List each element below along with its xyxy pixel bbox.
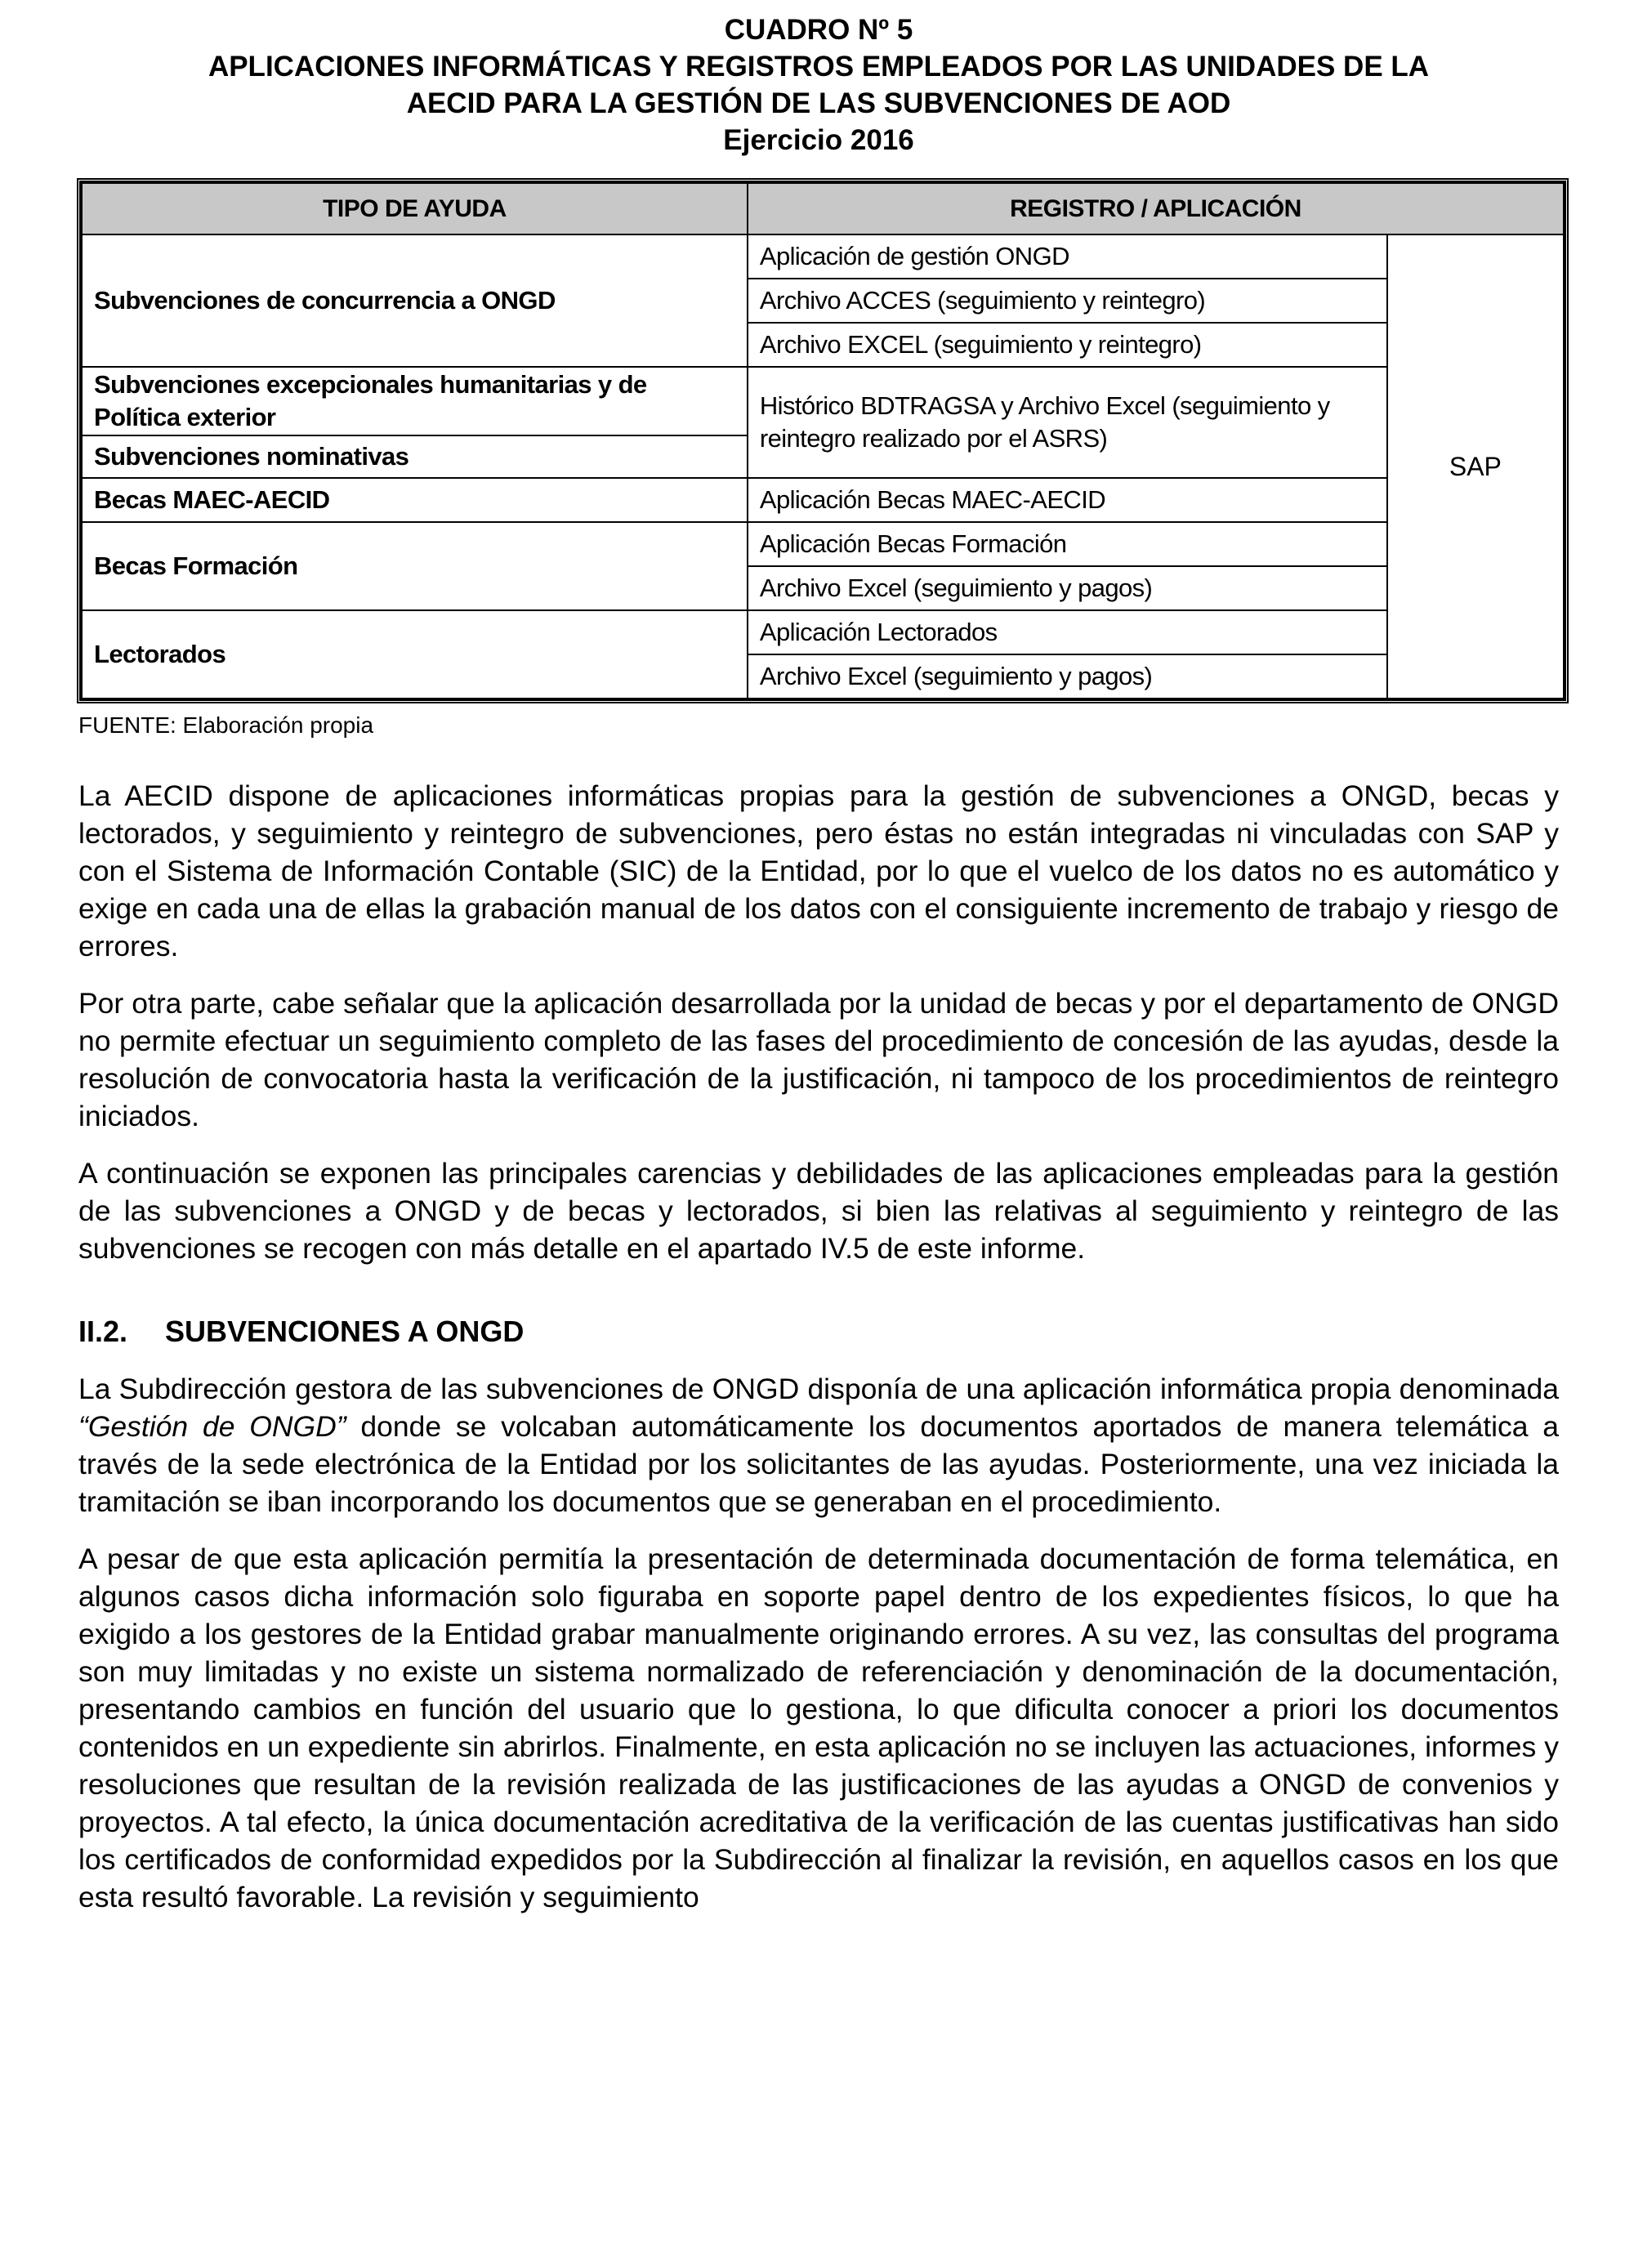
heading-line-1: CUADRO Nº 5 xyxy=(724,14,913,46)
heading-line-4: Ejercicio 2016 xyxy=(723,124,914,156)
paragraph-4-text-a: La Subdirección gestora de las subvenciones de ONGD disponía de una aplicación informática propia denominada xyxy=(78,1373,1559,1405)
cell-tipo-becas-maec: Becas MAEC-AECID xyxy=(82,478,748,522)
cell-tipo-nominativas: Subvenciones nominativas xyxy=(82,435,748,478)
table-row xyxy=(82,367,1564,435)
document-page xyxy=(78,11,1559,1916)
section-number: II.2. xyxy=(78,1315,128,1348)
table-row xyxy=(82,522,1564,566)
paragraph-4-text-b: donde se volcaban automáticamente los documentos aportados de manera telemática a través de la sede electrónica de la Entidad por los solicitantes de las ayudas. Posteriormente, una vez iniciada la tramitación se iban incorporando los documentos que se generaban en el procedimiento. xyxy=(78,1410,1559,1518)
table-row xyxy=(82,610,1564,654)
cuadro-table xyxy=(81,182,1565,699)
cell-registro: Archivo ACCES (seguimiento y reintegro) xyxy=(748,279,1387,323)
cell-registro: Aplicación Becas MAEC-AECID xyxy=(748,478,1387,522)
table-source-note: FUENTE: Elaboración propia xyxy=(78,712,374,738)
cell-registro: Aplicación Lectorados xyxy=(748,610,1387,654)
cell-tipo-becas-formacion: Becas Formación xyxy=(82,522,748,610)
cell-registro-historico: Histórico BDTRAGSA y Archivo Excel (seguimiento y reintegro realizado por el ASRS) xyxy=(748,367,1387,478)
cell-registro: Archivo Excel (seguimiento y pagos) xyxy=(748,566,1387,610)
cell-registro: Aplicación de gestión ONGD xyxy=(748,234,1387,279)
cell-registro: Aplicación Becas Formación xyxy=(748,522,1387,566)
paragraph-1: La AECID dispone de aplicaciones informáticas propias para la gestión de subvenciones a ONGD, becas y lectorados, y seguimiento y reintegro de subvenciones, pero éstas no están integradas ni vinculadas con SAP y con el Sistema de Información Contable (SIC) de la Entidad, por lo que el vuelco de los datos no es automático y exige en cada una de ellas la grabación manual de los datos con el consiguiente incremento de trabajo y riesgo de errores. xyxy=(78,779,1559,962)
table-heading xyxy=(78,11,1559,158)
cuadro-table-frame xyxy=(77,178,1569,703)
table-row xyxy=(82,478,1564,522)
header-registro-aplicacion: REGISTRO / APLICACIÓN xyxy=(748,183,1564,234)
heading-line-3: AECID PARA LA GESTIÓN DE LAS SUBVENCIONES DE AOD xyxy=(406,87,1231,119)
table-row xyxy=(82,234,1564,279)
paragraph-4 xyxy=(78,1370,1559,1520)
paragraph-5: A pesar de que esta aplicación permitía la presentación de determinada documentación de forma telemática, en algunos casos dicha información solo figuraba en soporte papel dentro de los expedientes físicos, lo que ha exigido a los gestores de la Entidad grabar manualmente originando errores. A su vez, las consultas del programa son muy limitadas y no existe un sistema normalizado de referenciación y denominación de la documentación, presentando cambios en función del usuario que lo gestiona, lo que dificulta conocer a priori los documentos contenidos en un expediente sin abrirlos. Finalmente, en esta aplicación no se incluyen las actuaciones, informes y resoluciones que resultan de la revisión realizada de las justificaciones de las ayudas a ONGD de convenios y proyectos. A tal efecto, la única documentación acreditativa de la verificación de las cuentas justificativas han sido los certificados de conformidad expedidos por la Subdirección al finalizar la revisión, en aquellos casos en los que esta resultó favorable. La revisión y seguimiento xyxy=(78,1543,1559,1913)
section-heading xyxy=(78,1313,1559,1351)
paragraph-2: Por otra parte, cabe señalar que la aplicación desarrollada por la unidad de becas y por el departamento de ONGD no permite efectuar un seguimiento completo de las fases del procedimiento de concesión de las ayudas, desde la resolución de convocatoria hasta la verificación de la justificación, ni tampoco de los procedimientos de reintegro iniciados. xyxy=(78,987,1559,1132)
cell-registro: Archivo Excel (seguimiento y pagos) xyxy=(748,654,1387,699)
table-header-row xyxy=(82,183,1564,234)
heading-line-2: APLICACIONES INFORMÁTICAS Y REGISTROS EMPLEADOS POR LAS UNIDADES DE LA xyxy=(208,51,1430,83)
cell-registro: Archivo EXCEL (seguimiento y reintegro) xyxy=(748,323,1387,367)
cell-tipo-excepcionales: Subvenciones excepcionales humanitarias y de Política exterior xyxy=(82,367,748,435)
cell-sap: SAP xyxy=(1387,234,1564,699)
section-title: SUBVENCIONES A ONGD xyxy=(165,1315,525,1348)
paragraph-3: A continuación se exponen las principales carencias y debilidades de las aplicaciones empleadas para la gestión de las subvenciones a ONGD y de becas y lectorados, si bien las relativas al seguimiento y reintegro de las subvenciones se recogen con más detalle en el apartado IV.5 de este informe. xyxy=(78,1157,1559,1265)
paragraph-4-italic: “Gestión de ONGD” xyxy=(78,1410,346,1443)
header-tipo-de-ayuda: TIPO DE AYUDA xyxy=(82,183,748,234)
cell-tipo-lectorados: Lectorados xyxy=(82,610,748,699)
cell-tipo-concurrencia: Subvenciones de concurrencia a ONGD xyxy=(82,234,748,367)
